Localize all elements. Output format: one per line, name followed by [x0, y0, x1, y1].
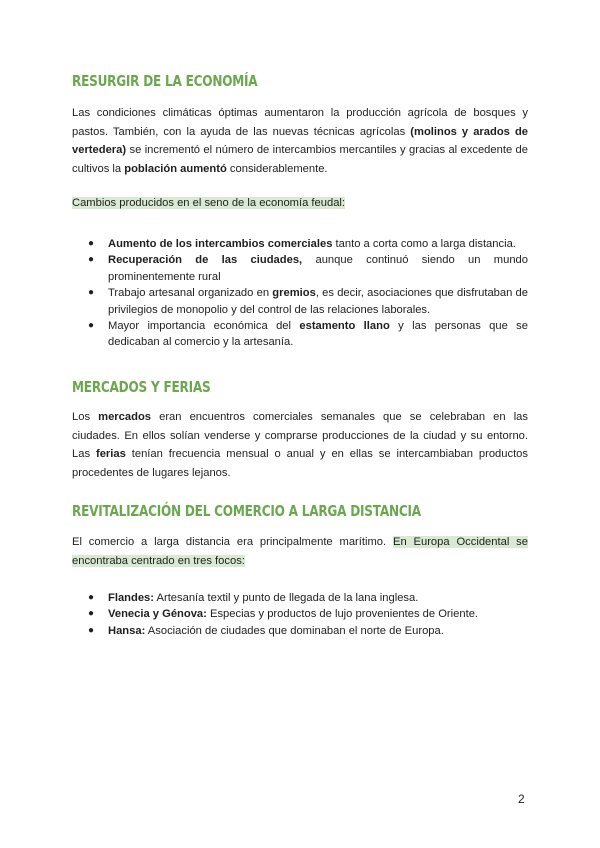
markets-paragraph: Los mercados eran encuentros comerciales semanales que se celebraban en las ciudades. En ellos solían venderse y comprarse producciones de la ciudad y su entorno. Las ferias tenían frecuencia mensual o anual y en ellas se intercambiaban productos procedentes de lugares lejanos. [72, 411, 529, 479]
list-item: ● Recuperación de las ciudades, aunque continuó siendo un mundo prominentemente rural [88, 254, 528, 283]
section-title-trade: REVITALIZACIÓN DEL COMERCIO A LARGA DISTANCIA [72, 502, 421, 520]
list-item: ● Mayor importancia económica del estamento llano y las personas que se dedicaban al comercio y la artesanía. [88, 320, 528, 349]
section-title-markets: MERCADOS Y FERIAS [72, 378, 211, 396]
page-number: 2 [518, 792, 525, 806]
trade-focus-list [72, 590, 528, 639]
section-title-economy: RESURGIR DE LA ECONOMÍA [72, 72, 258, 90]
list-item: ● Flandes: Artesanía textil y punto de llegada de la lana inglesa. [88, 592, 419, 604]
list-item: ● Venecia y Génova: Especias y productos de lujo provenientes de Oriente. [88, 608, 479, 621]
list-item: ● Aumento de los intercambios comerciales tanto a corta como a larga distancia. [88, 238, 516, 250]
highlighted-subheading: Cambios producidos en el seno de la economía feudal: [72, 197, 346, 209]
list-item: ● Trabajo artesanal organizado en gremios, es decir, asociaciones que disfrutaban de privilegios de monopolio y del control de las relaciones laborales. [88, 287, 529, 316]
economy-changes-list [72, 236, 528, 351]
list-item: ● Hansa: Asociación de ciudades que dominaban el norte de Europa. [88, 624, 444, 637]
trade-paragraph: El comercio a larga distancia era principalmente marítimo. En Europa Occidental se encontraba centrado en tres focos: [72, 536, 528, 567]
economy-paragraph: Las condiciones climáticas óptimas aumentaron la producción agrícola de bosques y pastos. También, con la ayuda de las nuevas técnicas agrícolas (molinos y arados de vertedera) se incrementó el número de intercambios mercantiles y gracias al excedente de cultivos la población aumentó considerablemente. [72, 107, 528, 175]
